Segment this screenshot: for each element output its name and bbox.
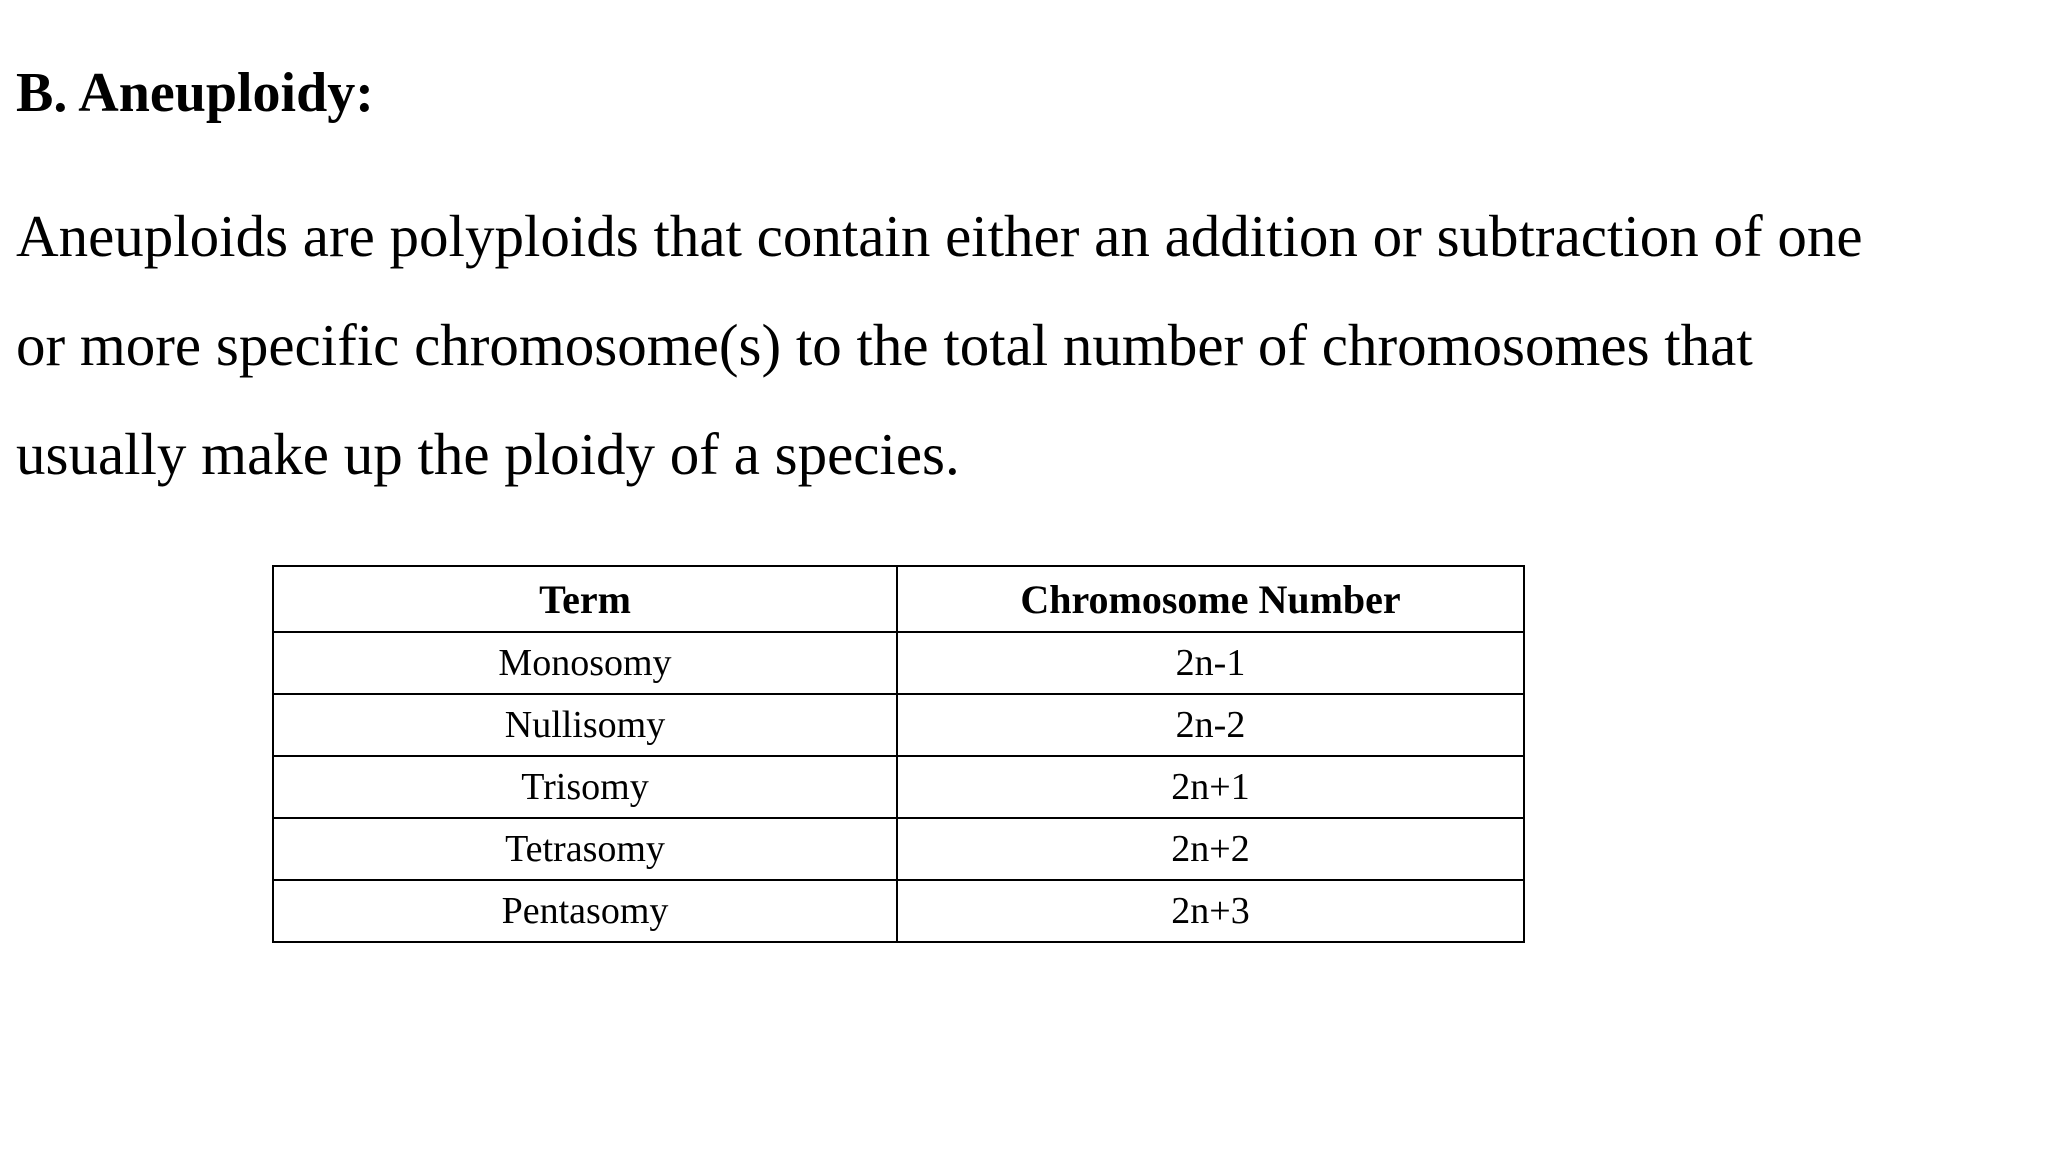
table-row	[273, 880, 1524, 942]
section-heading: B. Aneuploidy:	[16, 62, 374, 124]
chromosome-number-cell: 2n+1	[897, 756, 1524, 818]
chromosome-number-column-header: Chromosome Number	[897, 566, 1524, 632]
term-cell: Trisomy	[273, 756, 897, 818]
paragraph-line: or more specific chromosome(s) to the total number of chromosomes that	[16, 312, 1753, 378]
paragraph-line: usually make up the ploidy of a species.	[16, 421, 960, 487]
chromosome-number-cell: 2n+3	[897, 880, 1524, 942]
term-cell: Pentasomy	[273, 880, 897, 942]
table-row	[273, 818, 1524, 880]
table-row	[273, 694, 1524, 756]
chromosome-number-cell: 2n-2	[897, 694, 1524, 756]
definition-paragraph	[16, 182, 1976, 509]
paragraph-line: Aneuploids are polyploids that contain either an addition or subtraction of one	[16, 203, 1863, 269]
term-cell: Monosomy	[273, 632, 897, 694]
chromosome-number-cell: 2n+2	[897, 818, 1524, 880]
term-cell: Nullisomy	[273, 694, 897, 756]
term-cell: Tetrasomy	[273, 818, 897, 880]
term-column-header: Term	[273, 566, 897, 632]
table-row	[273, 756, 1524, 818]
table-header-row	[273, 566, 1524, 632]
aneuploidy-table	[272, 565, 1525, 943]
chromosome-number-cell: 2n-1	[897, 632, 1524, 694]
table-row	[273, 632, 1524, 694]
